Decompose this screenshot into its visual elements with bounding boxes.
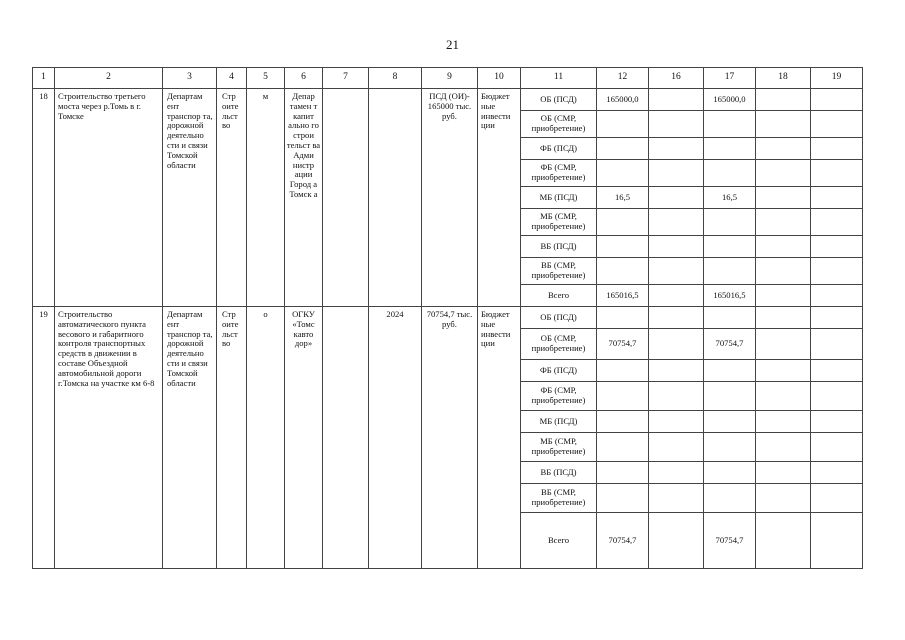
column-7-value	[323, 307, 369, 569]
funding-source: ОБ (ПСД)	[521, 307, 597, 329]
amount-c18	[756, 433, 811, 462]
funding-source: ВБ (ПСД)	[521, 236, 597, 258]
column-header: 8	[369, 68, 422, 89]
amount-c12	[597, 411, 649, 433]
completion-year	[369, 89, 422, 307]
amount-c17	[704, 484, 756, 513]
column-header: 3	[163, 68, 217, 89]
amount-c18	[756, 209, 811, 236]
header-row	[33, 68, 863, 89]
amount-c17	[704, 209, 756, 236]
column-header: 7	[323, 68, 369, 89]
amount-c17: 16,5	[704, 187, 756, 209]
customer-name: Депар тамен т капит ально го строи тельст ва Адми нистр ации Город а Томск а	[285, 89, 323, 307]
amount-c19	[811, 285, 863, 307]
amount-c16	[649, 236, 704, 258]
amount-c12	[597, 360, 649, 382]
amount-c12	[597, 433, 649, 462]
amount-c12	[597, 484, 649, 513]
capacity-value: ПСД (ОИ)- 165000 тыс. руб.	[422, 89, 478, 307]
amount-c17	[704, 111, 756, 138]
amount-c12	[597, 138, 649, 160]
column-header: 1	[33, 68, 55, 89]
funding-source: Всего	[521, 285, 597, 307]
funding-source: ФБ (СМР, приобретение)	[521, 382, 597, 411]
amount-c16	[649, 411, 704, 433]
amount-c12: 165000,0	[597, 89, 649, 111]
amount-c19	[811, 138, 863, 160]
funding-source: ФБ (СМР, приобретение)	[521, 160, 597, 187]
department-name: Департам ент транспор та, дорожной деятельно сти и связи Томской области	[163, 307, 217, 569]
amount-c16	[649, 382, 704, 411]
amount-c16	[649, 160, 704, 187]
column-5-value: м	[247, 89, 285, 307]
amount-c16	[649, 329, 704, 360]
amount-c19	[811, 411, 863, 433]
amount-c19	[811, 360, 863, 382]
amount-c18	[756, 138, 811, 160]
column-5-value: о	[247, 307, 285, 569]
capacity-value: 70754,7 тыс. руб.	[422, 307, 478, 569]
amount-c16	[649, 258, 704, 285]
construction-type: Стр оите льст во	[217, 89, 247, 307]
amount-c17: 165000,0	[704, 89, 756, 111]
amount-c12: 16,5	[597, 187, 649, 209]
amount-c19	[811, 111, 863, 138]
amount-c12	[597, 382, 649, 411]
page-number: 21	[446, 37, 459, 52]
amount-c18	[756, 329, 811, 360]
amount-c16	[649, 484, 704, 513]
amount-c18	[756, 160, 811, 187]
column-header: 17	[704, 68, 756, 89]
funding-source: МБ (СМР, приобретение)	[521, 433, 597, 462]
amount-c16	[649, 513, 704, 569]
funding-source: ФБ (ПСД)	[521, 360, 597, 382]
column-header: 16	[649, 68, 704, 89]
row-number: 19	[33, 307, 55, 569]
amount-c12	[597, 160, 649, 187]
amount-c12	[597, 111, 649, 138]
object-name: Строительство автоматического пункта весового и габаритного контроля транспортных средств в движении в составе Объездной автомобильной дороги г.Томска на участке км 6-8	[55, 307, 163, 569]
amount-c18	[756, 411, 811, 433]
amount-c17: 165016,5	[704, 285, 756, 307]
amount-c18	[756, 307, 811, 329]
amount-c17	[704, 433, 756, 462]
funding-source: ВБ (СМР, приобретение)	[521, 484, 597, 513]
funding-source: ОБ (СМР, приобретение)	[521, 329, 597, 360]
funding-source: ВБ (ПСД)	[521, 462, 597, 484]
funding-source: МБ (ПСД)	[521, 187, 597, 209]
amount-c12	[597, 307, 649, 329]
amount-c16	[649, 462, 704, 484]
object-name: Строительство третьего моста через р.Томь в г. Томске	[55, 89, 163, 307]
amount-c19	[811, 258, 863, 285]
amount-c18	[756, 258, 811, 285]
amount-c16	[649, 209, 704, 236]
column-header: 11	[521, 68, 597, 89]
column-header: 2	[55, 68, 163, 89]
amount-c16	[649, 89, 704, 111]
table-row	[33, 307, 863, 329]
amount-c19	[811, 236, 863, 258]
funding-source: ОБ (СМР, приобретение)	[521, 111, 597, 138]
customer-name: ОГКУ «Томс кавто дор»	[285, 307, 323, 569]
investment-table	[32, 67, 863, 569]
amount-c12: 70754,7	[597, 329, 649, 360]
amount-c16	[649, 111, 704, 138]
funding-source: Всего	[521, 513, 597, 569]
amount-c19	[811, 433, 863, 462]
funding-source: ВБ (СМР, приобретение)	[521, 258, 597, 285]
column-header: 9	[422, 68, 478, 89]
department-name: Департам ент транспор та, дорожной деятельно сти и связи Томской области	[163, 89, 217, 307]
amount-c18	[756, 360, 811, 382]
amount-c17	[704, 307, 756, 329]
amount-c18	[756, 513, 811, 569]
amount-c12	[597, 258, 649, 285]
amount-c19	[811, 209, 863, 236]
column-header: 19	[811, 68, 863, 89]
amount-c17	[704, 462, 756, 484]
amount-c16	[649, 187, 704, 209]
amount-c17: 70754,7	[704, 329, 756, 360]
amount-c18	[756, 89, 811, 111]
amount-c19	[811, 329, 863, 360]
amount-c12	[597, 236, 649, 258]
amount-c17	[704, 411, 756, 433]
amount-c17	[704, 360, 756, 382]
amount-c19	[811, 187, 863, 209]
amount-c19	[811, 307, 863, 329]
amount-c17	[704, 236, 756, 258]
column-header: 10	[478, 68, 521, 89]
finance-form: Бюджет ные инвести ции	[478, 89, 521, 307]
column-header: 6	[285, 68, 323, 89]
completion-year: 2024	[369, 307, 422, 569]
amount-c12: 165016,5	[597, 285, 649, 307]
amount-c12	[597, 462, 649, 484]
column-header: 4	[217, 68, 247, 89]
column-7-value	[323, 89, 369, 307]
amount-c18	[756, 111, 811, 138]
column-header: 12	[597, 68, 649, 89]
amount-c19	[811, 513, 863, 569]
amount-c19	[811, 382, 863, 411]
amount-c17	[704, 258, 756, 285]
amount-c18	[756, 382, 811, 411]
amount-c18	[756, 484, 811, 513]
amount-c17: 70754,7	[704, 513, 756, 569]
finance-form: Бюджет ные инвести ции	[478, 307, 521, 569]
amount-c18	[756, 285, 811, 307]
amount-c16	[649, 285, 704, 307]
construction-type: Стр оите льст во	[217, 307, 247, 569]
amount-c17	[704, 138, 756, 160]
amount-c16	[649, 433, 704, 462]
amount-c17	[704, 382, 756, 411]
table-body	[33, 68, 863, 569]
amount-c19	[811, 462, 863, 484]
amount-c16	[649, 307, 704, 329]
amount-c16	[649, 360, 704, 382]
amount-c18	[756, 187, 811, 209]
amount-c12: 70754,7	[597, 513, 649, 569]
row-number: 18	[33, 89, 55, 307]
funding-source: МБ (ПСД)	[521, 411, 597, 433]
column-header: 5	[247, 68, 285, 89]
amount-c19	[811, 484, 863, 513]
amount-c18	[756, 236, 811, 258]
funding-source: МБ (СМР, приобретение)	[521, 209, 597, 236]
column-header: 18	[756, 68, 811, 89]
table-row	[33, 89, 863, 111]
funding-source: ФБ (ПСД)	[521, 138, 597, 160]
funding-source: ОБ (ПСД)	[521, 89, 597, 111]
amount-c16	[649, 138, 704, 160]
amount-c18	[756, 462, 811, 484]
amount-c12	[597, 209, 649, 236]
amount-c19	[811, 89, 863, 111]
amount-c19	[811, 160, 863, 187]
amount-c17	[704, 160, 756, 187]
